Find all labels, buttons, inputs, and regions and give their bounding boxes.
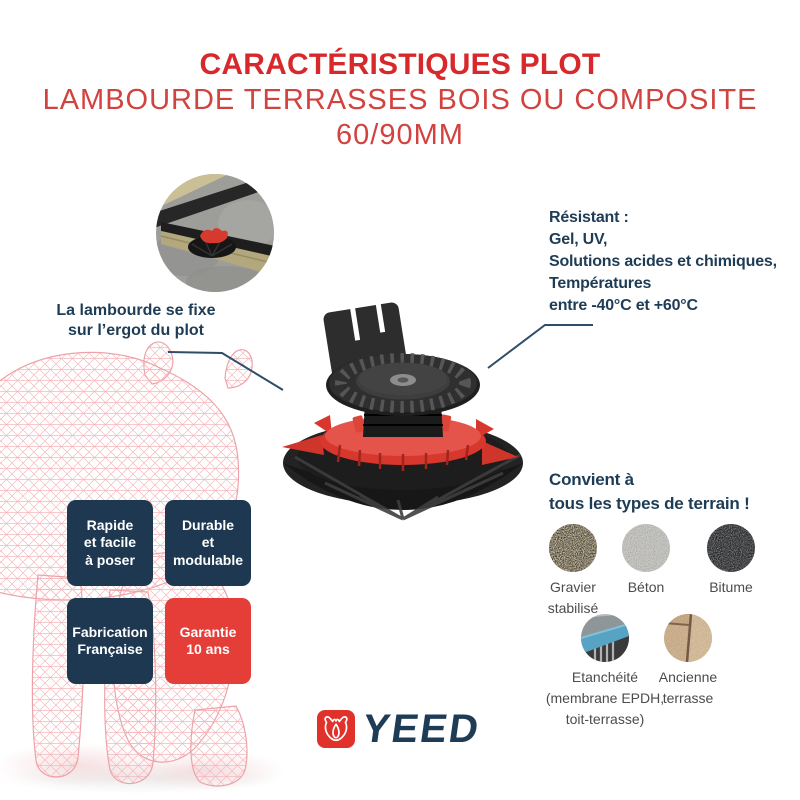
badge-line: et facile: [83, 534, 137, 551]
resistance-line-4: Températures: [549, 275, 652, 292]
badge-line: Rapide: [86, 516, 134, 533]
terrain-label-line: stabilisé: [547, 600, 599, 616]
terrain-label-line: (membrane EPDH,: [545, 690, 665, 706]
terrain-label-line: Bitume: [709, 579, 753, 595]
etancheite-swatch: [581, 614, 629, 662]
badge-rapide-facile: [67, 500, 153, 586]
badge-garantie-10-ans: [165, 598, 251, 684]
bitume-label: [697, 577, 765, 598]
feature-badges: [67, 500, 251, 684]
badge-line: et: [201, 534, 215, 551]
size-range: 60/90MM: [336, 119, 464, 151]
terrain-label-line: Ancienne: [658, 669, 718, 685]
badge-line: Durable: [181, 516, 235, 533]
terrain-heading-line-2: tous les types de terrain !: [549, 494, 750, 513]
resistance-line-3: Solutions acides et chimiques,: [549, 253, 777, 270]
terrain-label-line: Béton: [627, 579, 665, 595]
rhino-head-icon: [317, 710, 355, 748]
resistance-line-1: Résistant :: [549, 209, 629, 226]
ancienne-terrasse-label: [648, 667, 728, 709]
brand-logo: [317, 707, 484, 751]
resistance-callout: [549, 207, 799, 317]
badge-line: modulable: [172, 551, 243, 568]
badge-line: 10 ans: [186, 641, 230, 657]
brand-wordmark: YEED: [359, 707, 484, 751]
badge-line: Garantie: [179, 623, 237, 640]
page-title: CARACTÉRISTIQUES PLOT: [199, 48, 601, 81]
ancienne-terrasse-swatch: [664, 614, 712, 662]
bitume-swatch: [707, 524, 755, 572]
pedestal-product-photo: [270, 295, 526, 535]
beton-label: [612, 577, 680, 598]
terrain-label-line: terrasse: [662, 690, 714, 706]
lambourde-on-plot-photo-art: [156, 174, 274, 292]
fixation-callout: [30, 301, 242, 341]
terrain-label-line: Gravier: [550, 579, 596, 595]
badge-durable-modulable: [165, 500, 251, 586]
resistance-line-5: entre -40°C et +60°C: [549, 297, 698, 314]
badge-line: Française: [77, 641, 143, 657]
lambourde-detail-photo: [156, 174, 274, 292]
beton-swatch: [622, 524, 670, 572]
fixation-line-1: La lambourde se fixe: [56, 302, 216, 319]
fixation-line-2: sur l’ergot du plot: [68, 322, 204, 339]
gravier-label: [539, 577, 607, 619]
badge-line: Fabrication: [72, 623, 148, 640]
terrain-label-line: toit-terrasse): [565, 711, 645, 727]
page-subtitle: LAMBOURDE TERRASSES BOIS OU COMPOSITE: [42, 84, 758, 116]
badge-fabrication-francaise: [67, 598, 153, 684]
gravier-stabilise-swatch: [549, 524, 597, 572]
resistance-line-2: Gel, UV,: [549, 231, 608, 248]
header: [0, 46, 800, 153]
terrain-heading: [549, 468, 799, 516]
badge-line: à poser: [85, 551, 135, 568]
terrain-heading-line-1: Convient à: [549, 470, 634, 489]
terrain-label-line: Etanchéité: [571, 669, 639, 685]
